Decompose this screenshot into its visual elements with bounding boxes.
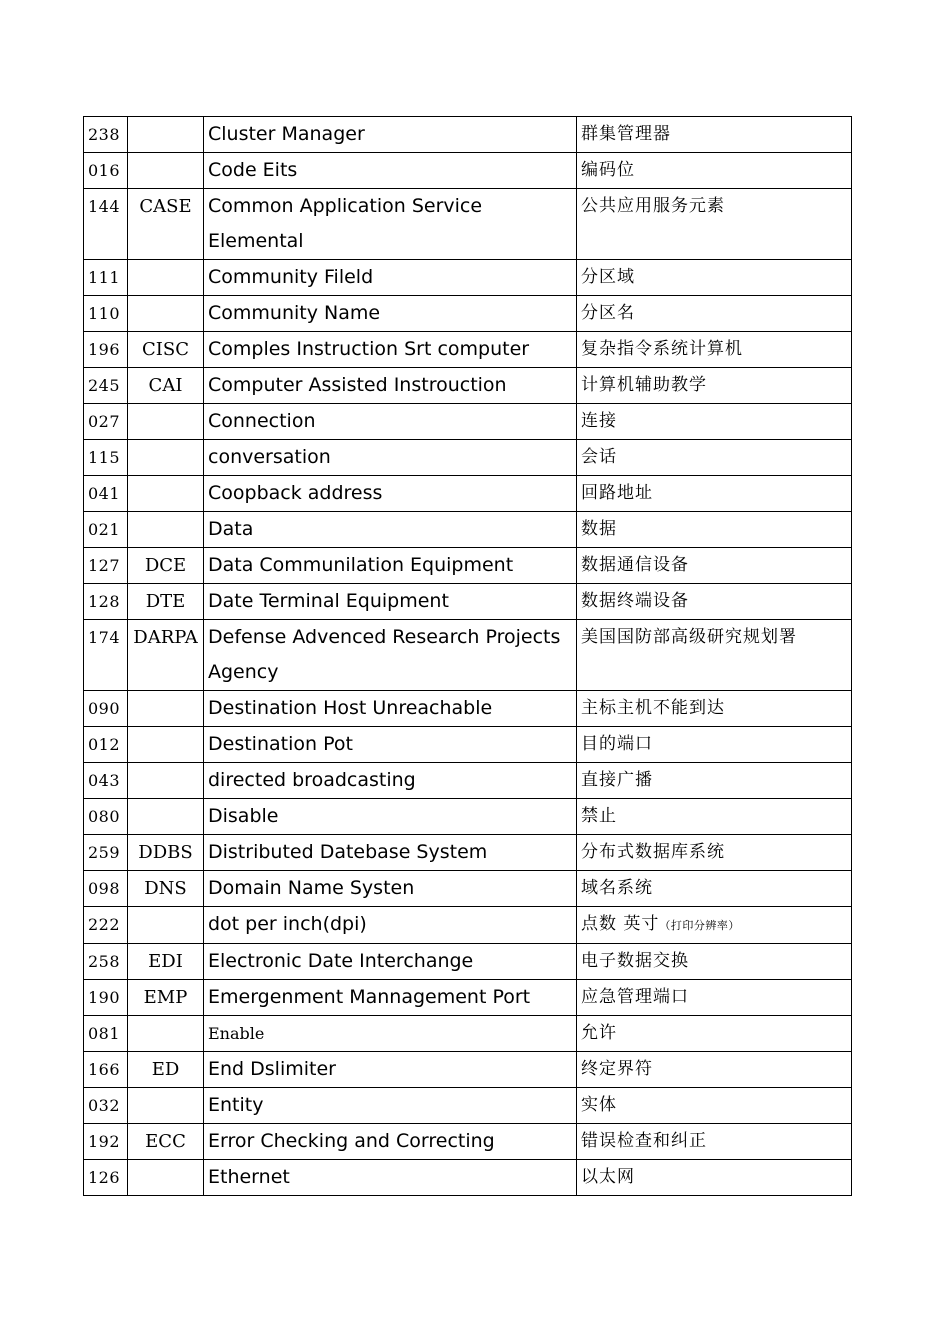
table-row [84,476,852,512]
table-row [84,440,852,476]
entry-english-term: Domain Name Systen [204,871,577,907]
entry-abbreviation [128,440,204,476]
entry-abbreviation [128,117,204,153]
entry-chinese-term: 域名系统 [577,871,852,907]
entry-abbreviation: DDBS [128,835,204,871]
table-row [84,584,852,620]
entry-number: 222 [84,907,128,944]
table-row [84,727,852,763]
entry-abbreviation [128,763,204,799]
entry-english-term: Computer Assisted Instrouction [204,368,577,404]
entry-number: 098 [84,871,128,907]
table-row [84,404,852,440]
entry-abbreviation [128,260,204,296]
entry-abbreviation: DNS [128,871,204,907]
table-row [84,763,852,799]
table-row [84,153,852,189]
entry-abbreviation [128,1016,204,1052]
entry-english-term: Code Eits [204,153,577,189]
entry-abbreviation: CASE [128,189,204,260]
entry-number: 127 [84,548,128,584]
entry-english-term: Data Communilation Equipment [204,548,577,584]
entry-english-term: Ethernet [204,1160,577,1196]
entry-number: 258 [84,944,128,980]
entry-number: 110 [84,296,128,332]
table-row [84,907,852,944]
table-row [84,980,852,1016]
entry-english-term: Date Terminal Equipment [204,584,577,620]
table-row [84,260,852,296]
entry-number: 126 [84,1160,128,1196]
entry-number: 021 [84,512,128,548]
entry-chinese-term: 数据 [577,512,852,548]
glossary-table [83,116,852,1196]
entry-chinese-term: 电子数据交换 [577,944,852,980]
entry-english-term: Coopback address [204,476,577,512]
entry-chinese-term: 以太网 [577,1160,852,1196]
entry-number: 080 [84,799,128,835]
entry-chinese-term: 分布式数据库系统 [577,835,852,871]
entry-english-term: Emergenment Mannagement Port [204,980,577,1016]
entry-chinese-term: 目的端口 [577,727,852,763]
entry-english-term: Cluster Manager [204,117,577,153]
entry-english-term: Connection [204,404,577,440]
entry-abbreviation: CAI [128,368,204,404]
entry-chinese-note: （打印分辨率） [659,919,740,932]
entry-english-term: Destination Host Unreachable [204,691,577,727]
entry-chinese-term: 应急管理端口 [577,980,852,1016]
entry-chinese-term: 允许 [577,1016,852,1052]
entry-english-term: Entity [204,1088,577,1124]
entry-number: 196 [84,332,128,368]
entry-english-term: Common Application Service Elemental [204,189,577,260]
entry-english-term: dot per inch(dpi) [204,907,577,944]
entry-abbreviation [128,907,204,944]
entry-abbreviation: ECC [128,1124,204,1160]
table-row [84,1016,852,1052]
entry-chinese-term: 计算机辅助教学 [577,368,852,404]
entry-abbreviation [128,512,204,548]
entry-abbreviation: ED [128,1052,204,1088]
entry-number: 043 [84,763,128,799]
entry-abbreviation [128,1160,204,1196]
entry-abbreviation: CISC [128,332,204,368]
entry-chinese-term: 回路地址 [577,476,852,512]
entry-english-term: Enable [204,1016,577,1052]
entry-abbreviation [128,799,204,835]
table-row [84,368,852,404]
entry-chinese-term: 连接 [577,404,852,440]
table-row [84,1124,852,1160]
entry-number: 144 [84,189,128,260]
entry-number: 111 [84,260,128,296]
entry-number: 016 [84,153,128,189]
table-row [84,871,852,907]
table-row [84,332,852,368]
entry-number: 174 [84,620,128,691]
table-row [84,835,852,871]
entry-abbreviation: DTE [128,584,204,620]
entry-number: 081 [84,1016,128,1052]
entry-chinese-term: 会话 [577,440,852,476]
entry-chinese-term: 直接广播 [577,763,852,799]
entry-abbreviation [128,404,204,440]
entry-chinese-term: 错误检查和纠正 [577,1124,852,1160]
entry-number: 259 [84,835,128,871]
table-row [84,512,852,548]
entry-english-term: Comples Instruction Srt computer [204,332,577,368]
entry-english-term: Disable [204,799,577,835]
entry-chinese-term: 分区名 [577,296,852,332]
entry-english-term: Electronic Date Interchange [204,944,577,980]
table-row [84,799,852,835]
entry-english-term: Data [204,512,577,548]
entry-number: 238 [84,117,128,153]
entry-abbreviation [128,296,204,332]
entry-abbreviation: DCE [128,548,204,584]
entry-number: 115 [84,440,128,476]
entry-abbreviation [128,691,204,727]
entry-number: 027 [84,404,128,440]
entry-abbreviation [128,727,204,763]
entry-abbreviation: EDI [128,944,204,980]
entry-chinese-term: 数据通信设备 [577,548,852,584]
table-row [84,944,852,980]
entry-chinese-term: 公共应用服务元素 [577,189,852,260]
table-row [84,117,852,153]
entry-chinese-term: 点数 英寸（打印分辨率） [577,907,852,944]
entry-chinese-term: 分区域 [577,260,852,296]
entry-english-term: Destination Pot [204,727,577,763]
table-row [84,620,852,691]
table-row [84,296,852,332]
entry-english-term: directed broadcasting [204,763,577,799]
entry-number: 032 [84,1088,128,1124]
entry-english-term: Distributed Datebase System [204,835,577,871]
table-row [84,691,852,727]
entry-number: 192 [84,1124,128,1160]
table-row [84,1088,852,1124]
entry-english-term: Community Fileld [204,260,577,296]
entry-number: 012 [84,727,128,763]
entry-chinese-term: 复杂指令系统计算机 [577,332,852,368]
entry-number: 090 [84,691,128,727]
entry-chinese-term: 美国国防部高级研究规划署 [577,620,852,691]
entry-chinese-term: 终定界符 [577,1052,852,1088]
entry-abbreviation: DARPA [128,620,204,691]
table-row [84,189,852,260]
entry-abbreviation [128,1088,204,1124]
entry-abbreviation [128,476,204,512]
entry-chinese-term: 编码位 [577,153,852,189]
entry-english-term: Defense Advenced Research Projects Agency [204,620,577,691]
entry-number: 190 [84,980,128,1016]
entry-chinese-term: 群集管理器 [577,117,852,153]
entry-chinese-term: 数据终端设备 [577,584,852,620]
entry-number: 041 [84,476,128,512]
entry-chinese-term: 禁止 [577,799,852,835]
entry-english-term: Error Checking and Correcting [204,1124,577,1160]
entry-english-term: End Dslimiter [204,1052,577,1088]
glossary-table-body [84,117,852,1196]
entry-english-term: conversation [204,440,577,476]
entry-number: 128 [84,584,128,620]
entry-abbreviation [128,153,204,189]
table-row [84,1160,852,1196]
entry-number: 166 [84,1052,128,1088]
table-row [84,548,852,584]
entry-english-term: Community Name [204,296,577,332]
entry-abbreviation: EMP [128,980,204,1016]
entry-number: 245 [84,368,128,404]
entry-chinese-term: 主标主机不能到达 [577,691,852,727]
entry-chinese-term: 实体 [577,1088,852,1124]
table-row [84,1052,852,1088]
